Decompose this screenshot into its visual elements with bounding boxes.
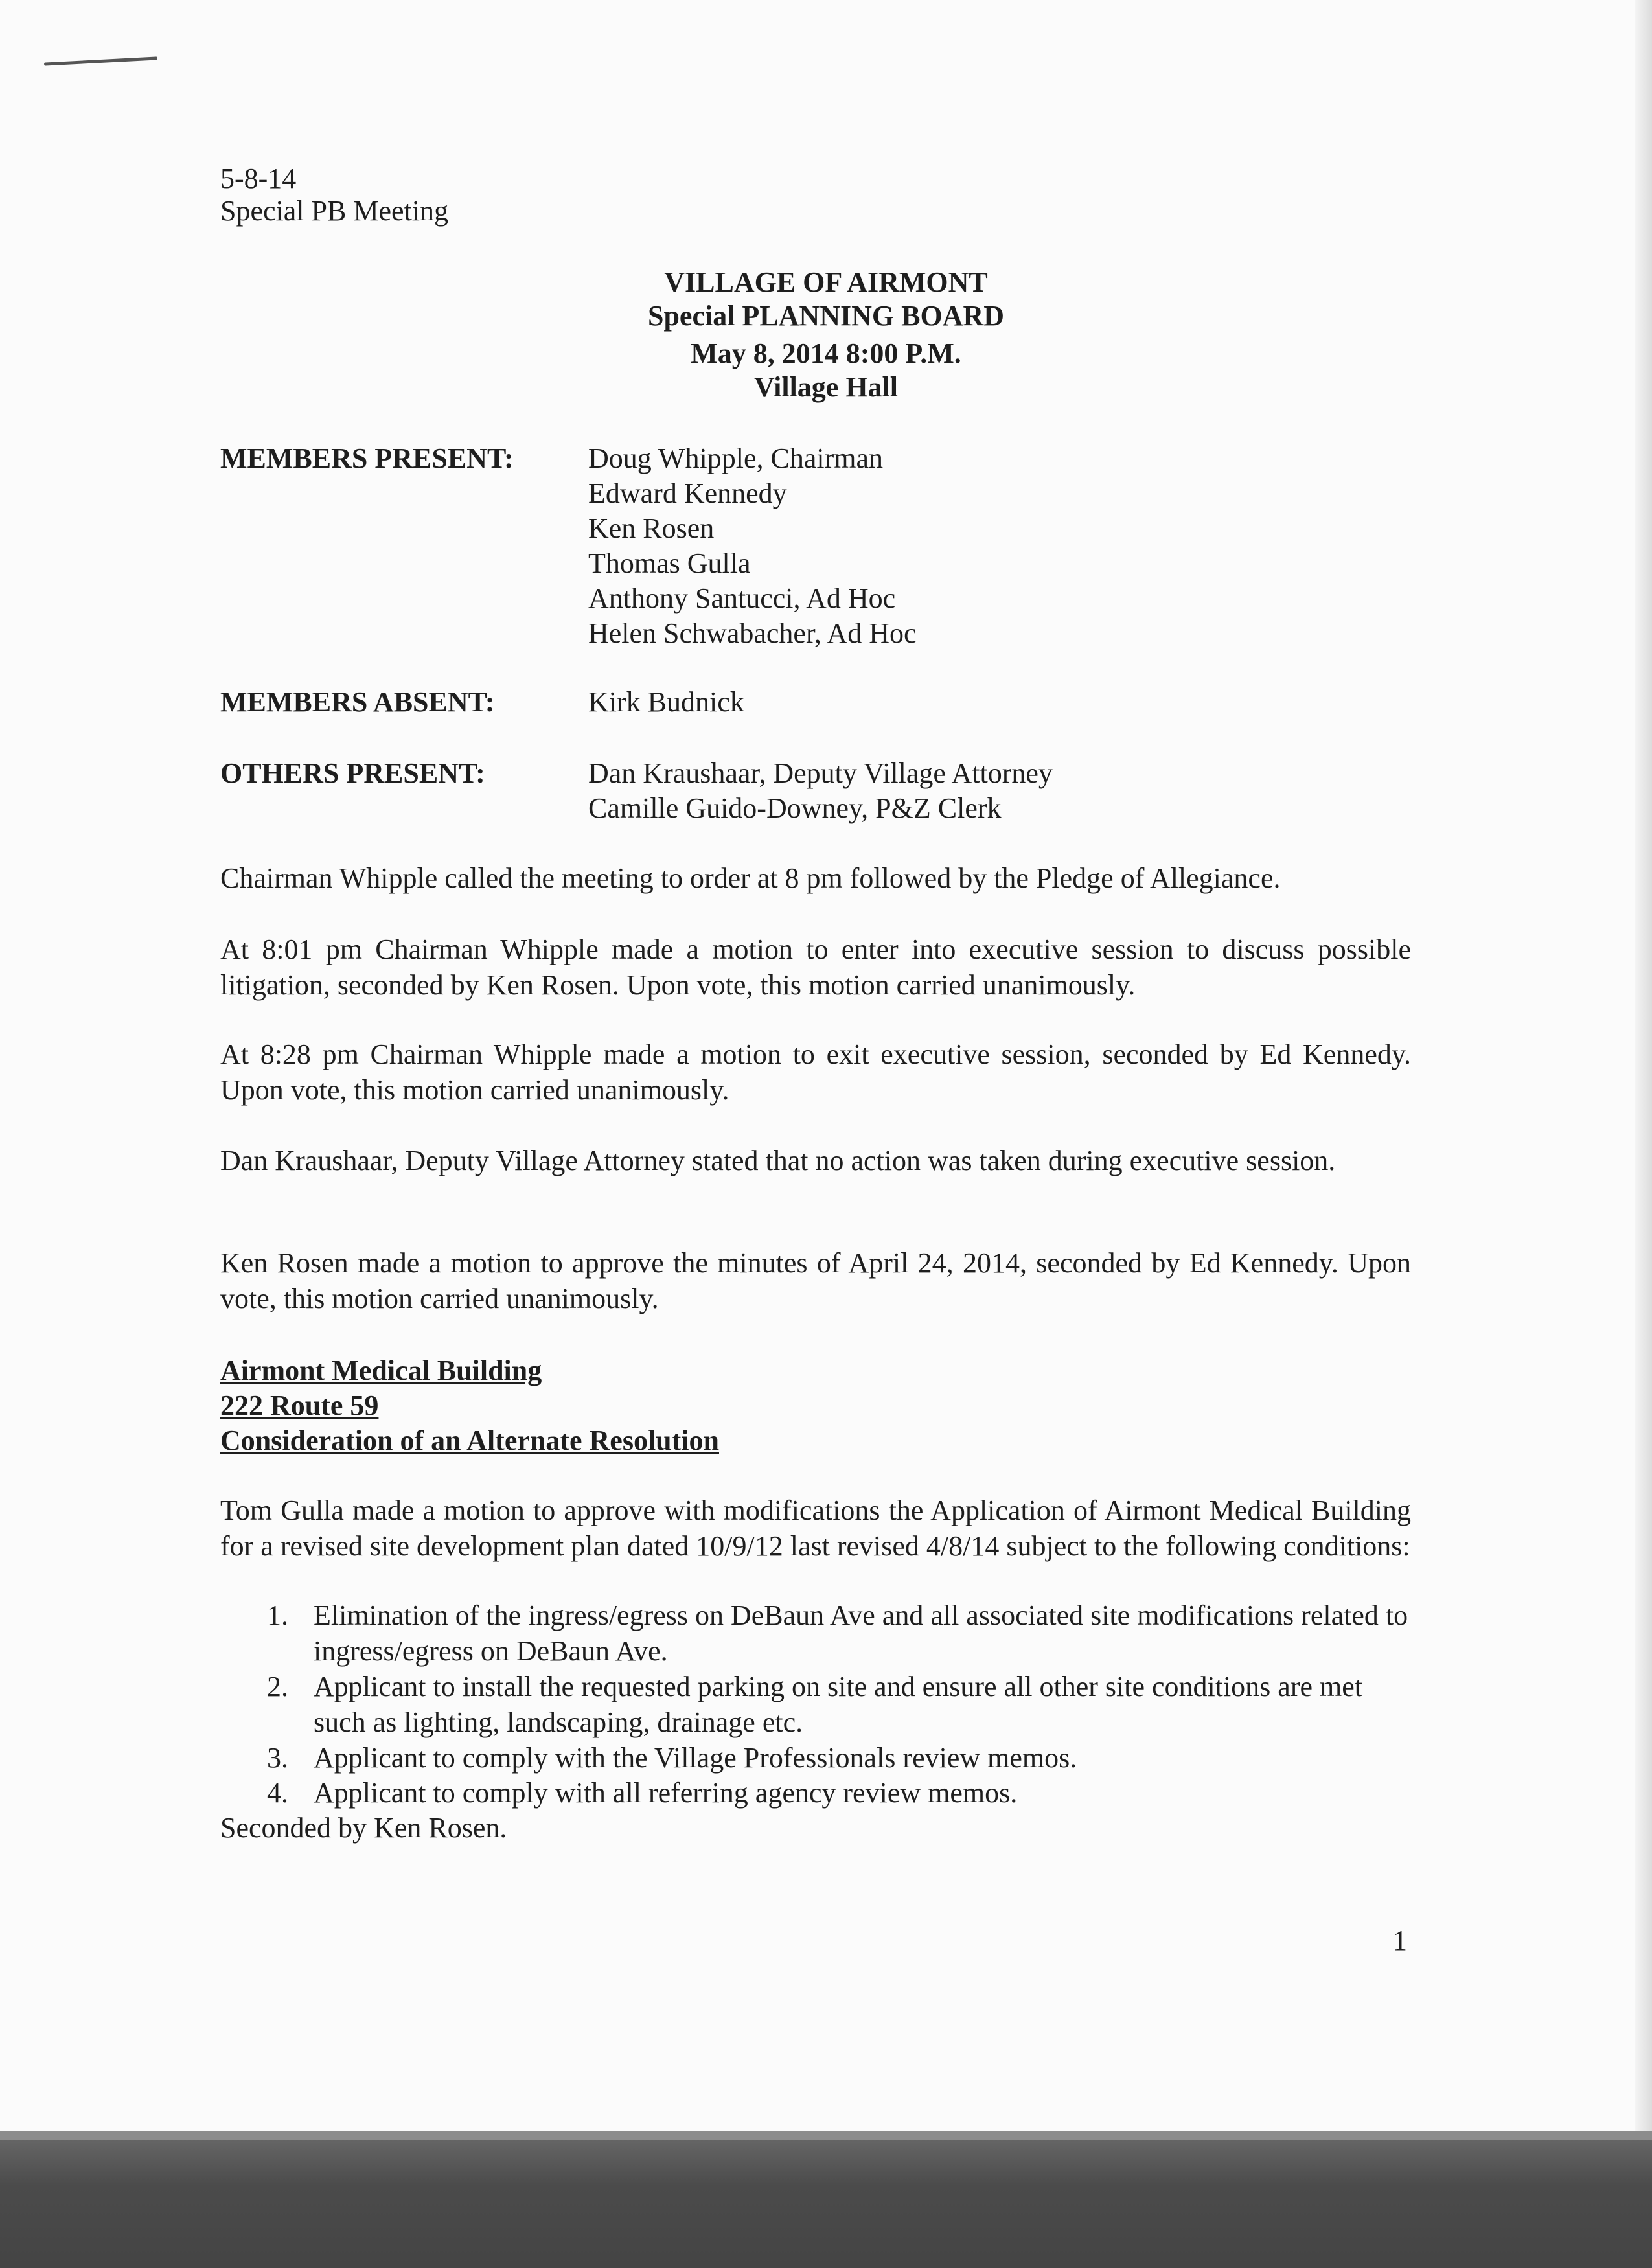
title-location: Village Hall [753, 371, 899, 403]
paragraph-minutes-approval: Ken Rosen made a motion to approve the minutes of April 24, 2014, seconded by Ed Kennedy. Upon vote, this motion carried unanimously. [220, 1247, 1411, 1314]
title-board: Special PLANNING BOARD [647, 300, 1005, 332]
member-present: Edward Kennedy [588, 477, 787, 509]
member-present: Doug Whipple, Chairman [588, 442, 883, 474]
scanner-bottom-band [0, 2131, 1652, 2268]
header-meeting-type: Special PB Meeting [220, 195, 448, 227]
seconded-line: Seconded by Ken Rosen. [220, 1812, 507, 1844]
other-present: Dan Kraushaar, Deputy Village Attorney [588, 757, 1053, 789]
paragraph-call-to-order: Chairman Whipple called the meeting to order at 8 pm followed by the Pledge of Allegiance. [220, 862, 1281, 894]
condition-number: 3. [267, 1742, 288, 1774]
condition-text: Elimination of the ingress/egress on DeBaun Ave and all associated site modifications related to ingress/egress on DeBaun Ave. [314, 1599, 1408, 1667]
condition-text: Applicant to install the requested parking on site and ensure all other site conditions are met such as lighting, landscaping, drainage etc. [314, 1671, 1362, 1738]
condition-text: Applicant to comply with the Village Professionals review memos. [314, 1742, 1077, 1774]
paragraph-motion: Tom Gulla made a motion to approve with modifications the Application of Airmont Medical Building for a revised site development plan dated 10/9/12 last revised 4/8/14 subject to the following conditions: [220, 1495, 1411, 1562]
page-number: 1 [1393, 1925, 1407, 1956]
member-present: Anthony Santucci, Ad Hoc [588, 582, 896, 614]
condition-number: 2. [267, 1671, 288, 1702]
section-heading-address: 222 Route 59 [220, 1390, 379, 1421]
members-present-label: MEMBERS PRESENT: [220, 442, 514, 474]
paragraph-exit-executive-session: At 8:28 pm Chairman Whipple made a motion to exit executive session, seconded by Ed Kennedy. Upon vote, this motion carried unanimously. [220, 1038, 1411, 1106]
paragraph-no-action: Dan Kraushaar, Deputy Village Attorney stated that no action was taken during executive session. [220, 1145, 1336, 1176]
condition-number: 1. [267, 1599, 288, 1631]
header-date: 5-8-14 [220, 163, 297, 194]
member-present: Helen Schwabacher, Ad Hoc [588, 617, 917, 649]
member-present: Thomas Gulla [588, 547, 751, 579]
title-date-time: May 8, 2014 8:00 P.M. [691, 338, 961, 369]
section-heading-topic: Consideration of an Alternate Resolution [220, 1425, 719, 1456]
paragraph-enter-executive-session: At 8:01 pm Chairman Whipple made a motion to enter into executive session to discuss possible litigation, seconded by Ken Rosen. Upon vote, this motion carried unanimously. [220, 934, 1411, 1001]
member-absent: Kirk Budnick [588, 686, 744, 718]
condition-text: Applicant to comply with all referring agency review memos. [314, 1777, 1018, 1809]
member-present: Ken Rosen [588, 512, 715, 544]
title-village: VILLAGE OF AIRMONT [664, 266, 988, 298]
members-absent-label: MEMBERS ABSENT: [220, 686, 495, 718]
section-heading-building: Airmont Medical Building [220, 1355, 542, 1386]
condition-number: 4. [267, 1777, 288, 1809]
others-present-label: OTHERS PRESENT: [220, 757, 485, 789]
other-present: Camille Guido-Downey, P&Z Clerk [588, 792, 1002, 824]
